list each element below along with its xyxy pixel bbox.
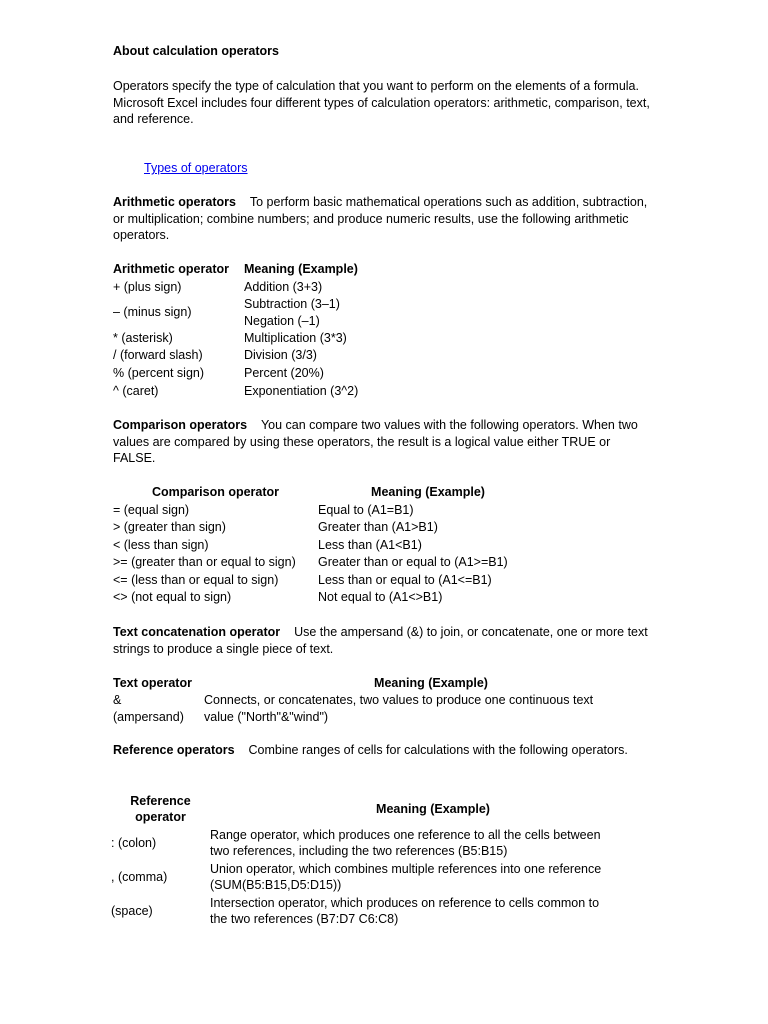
reference-col-operator	[111, 792, 210, 826]
meaning-cell	[204, 692, 658, 725]
meaning-cell: Exponentiation (3^2)	[244, 383, 359, 398]
meaning-cell: Less than or equal to (A1<=B1)	[318, 572, 492, 587]
operator-line: &	[113, 693, 122, 707]
table-row	[111, 860, 656, 894]
text-description: Use the ampersand (&) to join, or concatenate, one or more text strings to produce a single piece of text.	[113, 625, 648, 656]
comparison-heading: Comparison operators	[113, 418, 248, 432]
operator-cell: = (equal sign)	[113, 502, 190, 517]
meaning-cell	[210, 826, 656, 860]
table-row	[113, 278, 358, 296]
meaning-line: two references, including the two references (B5:B15)	[210, 844, 508, 858]
table-row	[113, 589, 538, 607]
comparison-table	[113, 483, 538, 606]
text-table-header	[113, 674, 658, 692]
meaning-line: Negation (–1)	[244, 313, 320, 328]
table-row	[113, 329, 358, 347]
operator-cell: / (forward slash)	[113, 348, 203, 363]
meaning-cell	[244, 296, 358, 329]
meaning-cell: Addition (3+3)	[244, 279, 323, 294]
operator-cell: + (plus sign)	[113, 279, 182, 294]
operator-cell: (space)	[111, 903, 153, 918]
meaning-cell: Greater than (A1>B1)	[318, 520, 438, 534]
comparison-description: You can compare two values with the following operators. When two values are compared by using these operators, the result is a logical value either TRUE or FALSE.	[113, 418, 638, 465]
arithmetic-paragraph	[113, 194, 653, 244]
intro-paragraph: Operators specify the type of calculation that you want to perform on the elements of a formula. Microsoft Excel includes four different types of calculation operators: arithmetic, comparison, text, and reference.	[113, 79, 650, 126]
operator-cell: >= (greater than or equal to sign)	[113, 555, 296, 569]
operator-cell: <= (less than or equal to sign)	[113, 572, 279, 587]
meaning-cell: Multiplication (3*3)	[244, 330, 347, 345]
table-row	[113, 692, 658, 725]
comparison-col-operator: Comparison operator	[151, 484, 280, 499]
arithmetic-heading: Arithmetic operators	[113, 195, 236, 209]
meaning-line: the two references (B7:D7 C6:C8)	[210, 912, 399, 926]
reference-description: Combine ranges of cells for calculations with the following operators.	[248, 743, 628, 757]
meaning-line: Subtraction (3–1)	[244, 297, 340, 311]
header-line: operator	[135, 810, 186, 824]
text-paragraph	[113, 624, 653, 657]
table-row	[111, 894, 656, 928]
table-row	[113, 296, 358, 329]
table-row	[111, 826, 656, 860]
page-title: About calculation operators	[113, 44, 279, 58]
table-row	[113, 519, 538, 537]
comparison-col-meaning: Meaning (Example)	[371, 484, 485, 499]
operator-cell: – (minus sign)	[113, 305, 192, 320]
meaning-cell	[210, 860, 656, 894]
text-table	[113, 674, 658, 725]
operator-cell: , (comma)	[111, 869, 168, 884]
table-row	[113, 571, 538, 589]
comparison-paragraph	[113, 417, 653, 467]
meaning-cell: Greater than or equal to (A1>=B1)	[318, 555, 508, 569]
operator-line: (ampersand)	[113, 709, 184, 724]
meaning-cell: Less than (A1<B1)	[318, 537, 422, 552]
text-col-operator: Text operator	[113, 675, 192, 690]
meaning-line: Connects, or concatenates, two values to produce one continuous text	[204, 693, 594, 707]
operator-cell: ^ (caret)	[113, 383, 159, 398]
table-row	[113, 536, 538, 554]
reference-paragraph	[113, 742, 653, 759]
operator-cell: < (less than sign)	[113, 537, 209, 552]
reference-col-meaning: Meaning (Example)	[376, 801, 490, 816]
arithmetic-table	[113, 260, 358, 400]
comparison-table-header	[113, 483, 538, 501]
meaning-line: Union operator, which combines multiple references into one reference	[210, 861, 602, 876]
reference-table	[111, 792, 656, 928]
meaning-line: Intersection operator, which produces on reference to cells common to	[210, 895, 600, 910]
table-row	[113, 347, 358, 364]
meaning-cell: Not equal to (A1<>B1)	[318, 590, 443, 604]
operator-cell: * (asterisk)	[113, 330, 173, 345]
arithmetic-table-header	[113, 260, 358, 278]
text-heading: Text concatenation operator	[113, 625, 281, 639]
meaning-line: Range operator, which produces one reference to all the cells between	[210, 827, 601, 842]
table-row	[113, 501, 538, 519]
types-of-operators-link[interactable]: Types of operators	[144, 161, 248, 175]
meaning-cell: Equal to (A1=B1)	[318, 502, 414, 517]
meaning-cell: Percent (20%)	[244, 365, 324, 380]
meaning-line: (SUM(B5:B15,D5:D15))	[210, 878, 342, 892]
operator-cell: % (percent sign)	[113, 365, 205, 380]
reference-heading: Reference operators	[113, 743, 235, 757]
operator-cell: <> (not equal to sign)	[113, 590, 232, 604]
meaning-cell	[210, 894, 656, 928]
operator-cell	[113, 692, 204, 725]
arithmetic-description: To perform basic mathematical operations such as addition, subtraction, or multiplication; combine numbers; and produce numeric results, use the following arithmetic operators.	[113, 195, 648, 242]
arithmetic-col-meaning: Meaning (Example)	[244, 261, 358, 276]
meaning-cell: Division (3/3)	[244, 348, 317, 363]
text-col-meaning: Meaning (Example)	[374, 675, 488, 690]
operator-cell: : (colon)	[111, 835, 157, 850]
reference-table-header	[111, 792, 656, 826]
meaning-line: value ("North"&"wind")	[204, 709, 329, 724]
table-row	[113, 554, 538, 572]
arithmetic-col-operator: Arithmetic operator	[113, 261, 229, 276]
header-line: Reference	[130, 793, 191, 808]
table-row	[113, 382, 358, 400]
table-row	[113, 364, 358, 382]
operator-cell: > (greater than sign)	[113, 520, 226, 534]
